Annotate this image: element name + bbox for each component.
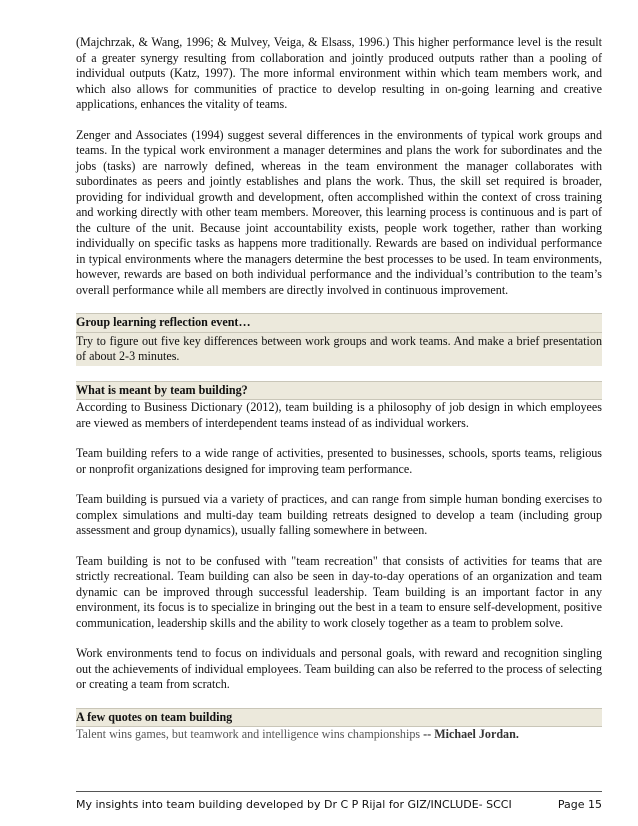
footer-title: My insights into team building developed by Dr C P Rijal for GIZ/INCLUDE- SCCI [76, 798, 512, 811]
paragraph-synergy: (Majchrzak, & Wang, 1996; & Mulvey, Veiga, & Elsass, 1996.) This higher performance level is the result of a greater synergy resulting from collaboration and jointly produced outputs rather than a pooling of individual outputs (Katz, 1997). The more informal environment within which team members work, and which also allows for communities of practice to develop resulting in on-going learning and creative applications, enhances the vitality of teams. [76, 35, 602, 111]
team-building-paragraph: Team building is pursued via a variety of practices, and can range from simple human bonding exercises to complex simulations and multi-day team building retreats designed to develop a team (including group assessment and group dynamics), usually falling somewhere in between. [76, 492, 602, 537]
team-building-heading: What is meant by team building? [76, 381, 602, 401]
team-building-paragraph: According to Business Dictionary (2012), team building is a philosophy of job design in which employees are viewed as members of interdependent teams instead of as individual workers. [76, 400, 602, 430]
paragraph-zenger: Zenger and Associates (1994) suggest several differences in the environments of typical work groups and teams. In the typical work environment a manager determines and plans the work for subordinates and the jobs (tasks) are narrowly defined, whereas in the team environment the manager collaborates with subordinates as peers and jointly establishes and plans the work. Thus, the skill set required is broader, providing for individual growth and development, often accomplished within the context of cross training and working directly with other team members. Moreover, this learning process is continuous and is part of the culture of the unit. Because joint accountability exists, people work together, rather than working individually on specific tasks as happens more traditionally. Rewards are based on individual performance in typical environments where the managers determine the best processes to be used. In team environments, however, rewards are based on both individual performance and the individual’s contribution to the team’s overall performance while all members are directly involved in continuous improvement. [76, 127, 602, 297]
team-building-paragraph: Team building refers to a wide range of activities, presented to businesses, schools, sports teams, religious or nonprofit organizations designed for improving team performance. [76, 446, 602, 476]
page-footer [76, 791, 602, 811]
quote-line [76, 727, 602, 743]
team-building-paragraph: Team building is not to be confused with "team recreation" that consists of activities for teams that are strictly recreational. Team building can also be seen in day-to-day operations of an organization and team dynamic can be improved through successful leadership. Team building is an important factor in any environment, its focus is to specialize in bringing out the best in a team to ensure self-development, positive communication, leadership skills and the ability to work closely together as a team to problem solve. [76, 553, 602, 630]
reflection-heading: Group learning reflection event… [76, 313, 602, 333]
reflection-box [76, 313, 602, 366]
team-building-paragraph: Work environments tend to focus on individuals and personal goals, with reward and recognition singling out the achievements of individual employees. Team building can also be referred to the process of selecting or creating a team from scratch. [76, 646, 602, 691]
quote-author: -- Michael Jordan. [423, 727, 519, 741]
quotes-heading: A few quotes on team building [76, 708, 602, 728]
page-number: Page 15 [557, 798, 602, 811]
page-content [76, 35, 602, 743]
quote-text: Talent wins games, but teamwork and intelligence wins championships [76, 727, 424, 741]
reflection-text: Try to figure out five key differences between work groups and work teams. And make a brief presentation of about 2-3 minutes. [76, 333, 602, 363]
